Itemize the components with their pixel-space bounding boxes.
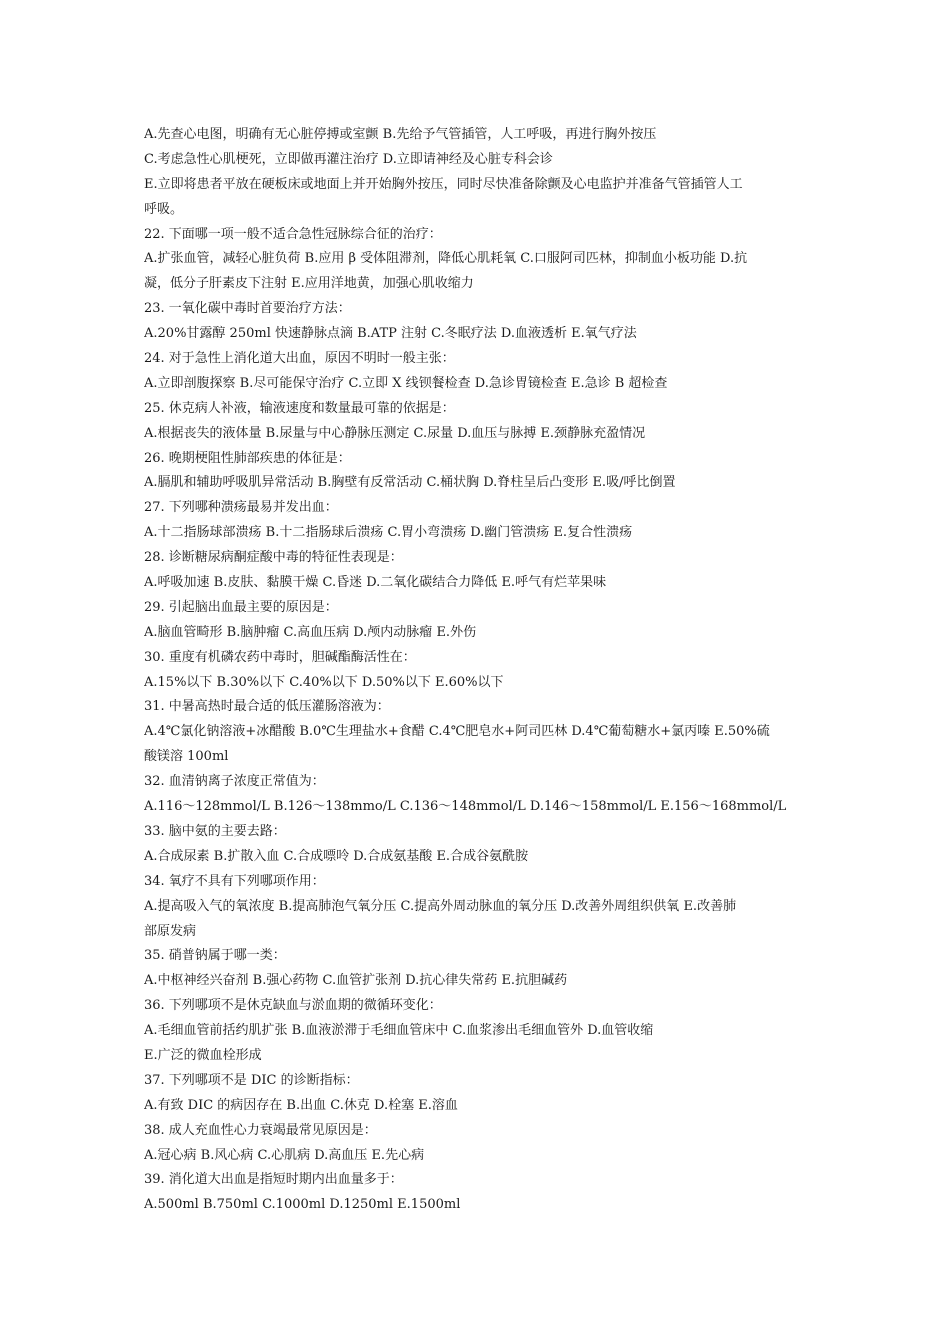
question-31: 31. 中暑高热时最合适的低压灌肠溶液为：: [144, 699, 390, 715]
question-23: 23. 一氧化碳中毒时首要治疗方法：: [144, 301, 351, 317]
answer-options: E.广泛的微血栓形成: [144, 1047, 262, 1063]
answer-options: A.毛细血管前括约肌扩张 B.血液淤滞于毛细血管床中 C.血浆渗出毛细血管外 D.血管收缩: [144, 1023, 654, 1039]
question-29: 29. 引起脑出血最主要的原因是：: [144, 599, 338, 615]
question-37: 37. 下列哪项不是 DIC 的诊断指标：: [144, 1072, 359, 1088]
question-34: 34. 氧疗不具有下列哪项作用：: [144, 873, 325, 889]
question-32: 32. 血清钠离子浓度正常值为：: [144, 774, 325, 790]
answer-options: A.呼吸加速 B.皮肤、黏膜干燥 C.昏迷 D.二氧化碳结合力降低 E.呼气有烂苹果味: [144, 575, 607, 591]
question-38: 38. 成人充血性心力衰竭最常见原因是：: [144, 1122, 377, 1138]
answer-options: A.提高吸入气的氧浓度 B.提高肺泡气氧分压 C.提高外周动脉血的氧分压 D.改善外周组织供氧 E.改善肺: [144, 898, 737, 914]
question-27: 27. 下列哪种溃疡最易并发出血：: [144, 500, 338, 516]
answer-options: A.合成尿素 B.扩散入血 C.合成嘌呤 D.合成氨基酸 E.合成谷氨酰胺: [144, 848, 529, 864]
answer-options: A.有致 DIC 的病因存在 B.出血 C.休克 D.栓塞 E.溶血: [144, 1097, 458, 1113]
answer-options: A.根据丧失的液体量 B.尿量与中心静脉压测定 C.尿量 D.血压与脉搏 E.颈静脉充盈情况: [144, 425, 646, 441]
answer-options: A.十二指肠球部溃疡 B.十二指肠球后溃疡 C.胃小弯溃疡 D.幽门管溃疡 E.复合性溃疡: [144, 525, 633, 541]
question-24: 24. 对于急性上消化道大出血，原因不明时一般主张：: [144, 351, 455, 367]
answer-options: 凝，低分子肝素皮下注射 E.应用洋地黄，加强心肌收缩力: [144, 276, 474, 292]
answer-options: A.扩张血管，减轻心脏负荷 B.应用 β 受体阻滞剂，降低心肌耗氧 C.口服阿司匹林，抑制血小板功能 D.抗: [144, 251, 748, 267]
question-26: 26. 晚期梗阻性肺部疾患的体征是：: [144, 450, 351, 466]
answer-options: A.立即剖腹探察 B.尽可能保守治疗 C.立即 X 线钡餐检查 D.急诊胃镜检查 E.急诊 B 超检查: [144, 375, 668, 391]
answer-options: A.先查心电图，明确有无心脏停搏或室颤 B.先给予气管插管，人工呼吸，再进行胸外按压: [144, 127, 657, 142]
answer-options: A.500ml B.750ml C.1000ml D.1250ml E.1500ml: [144, 1197, 461, 1213]
answer-options: C.考虑急性心肌梗死，立即做再灌注治疗 D.立即请神经及心脏专科会诊: [144, 151, 553, 167]
answer-options: 酸镁溶 100ml: [144, 749, 229, 765]
question-33: 33. 脑中氨的主要去路：: [144, 823, 286, 839]
question-35: 35. 硝普钠属于哪一类：: [144, 948, 286, 964]
answer-options: A.膈肌和辅助呼吸肌异常活动 B.胸壁有反常活动 C.桶状胸 D.脊柱呈后凸变形 E.吸/呼比倒置: [144, 475, 676, 491]
answer-options: 呼吸。: [144, 201, 184, 217]
answer-options: A.20%甘露醇 250ml 快速静脉点滴 B.ATP 注射 C.冬眠疗法 D.血液透析 E.氧气疗法: [144, 326, 637, 342]
answer-options: 部原发病: [144, 923, 197, 939]
answer-options: A.冠心病 B.风心病 C.心肌病 D.高血压 E.先心病: [144, 1147, 425, 1163]
answer-options: A.中枢神经兴奋剂 B.强心药物 C.血管扩张剂 D.抗心律失常药 E.抗胆碱药: [144, 973, 568, 989]
answer-options: A.116～128mmol/L B.126～138mmo/L C.136～148mmol/L D.146～158mmol/L E.156～168mmol/L: [144, 799, 787, 815]
question-22: 22. 下面哪一项一般不适合急性冠脉综合征的治疗：: [144, 226, 442, 242]
question-39: 39. 消化道大出血是指短时期内出血量多于：: [144, 1172, 403, 1188]
question-list: [144, 123, 812, 1218]
question-25: 25. 休克病人补液，输液速度和数量最可靠的依据是：: [144, 400, 455, 416]
answer-options: A.脑血管畸形 B.脑肿瘤 C.高血压病 D.颅内动脉瘤 E.外伤: [144, 624, 477, 640]
answer-options: A.15%以下 B.30%以下 C.40%以下 D.50%以下 E.60%以下: [144, 674, 504, 690]
question-30: 30. 重度有机磷农药中毒时，胆碱酯酶活性在：: [144, 649, 416, 665]
answer-options: E.立即将患者平放在硬板床或地面上并开始胸外按压，同时尽快准备除颤及心电监护并准备气管插管人工: [144, 176, 743, 192]
question-36: 36. 下列哪项不是休克缺血与淤血期的微循环变化：: [144, 998, 442, 1014]
answer-options: A.4℃氯化钠溶液+冰醋酸 B.0℃生理盐水+食醋 C.4℃肥皂水+阿司匹林 D.4℃葡萄糖水+氯丙嗪 E.50%硫: [144, 724, 770, 740]
question-28: 28. 诊断糖尿病酮症酸中毒的特征性表现是：: [144, 550, 403, 566]
